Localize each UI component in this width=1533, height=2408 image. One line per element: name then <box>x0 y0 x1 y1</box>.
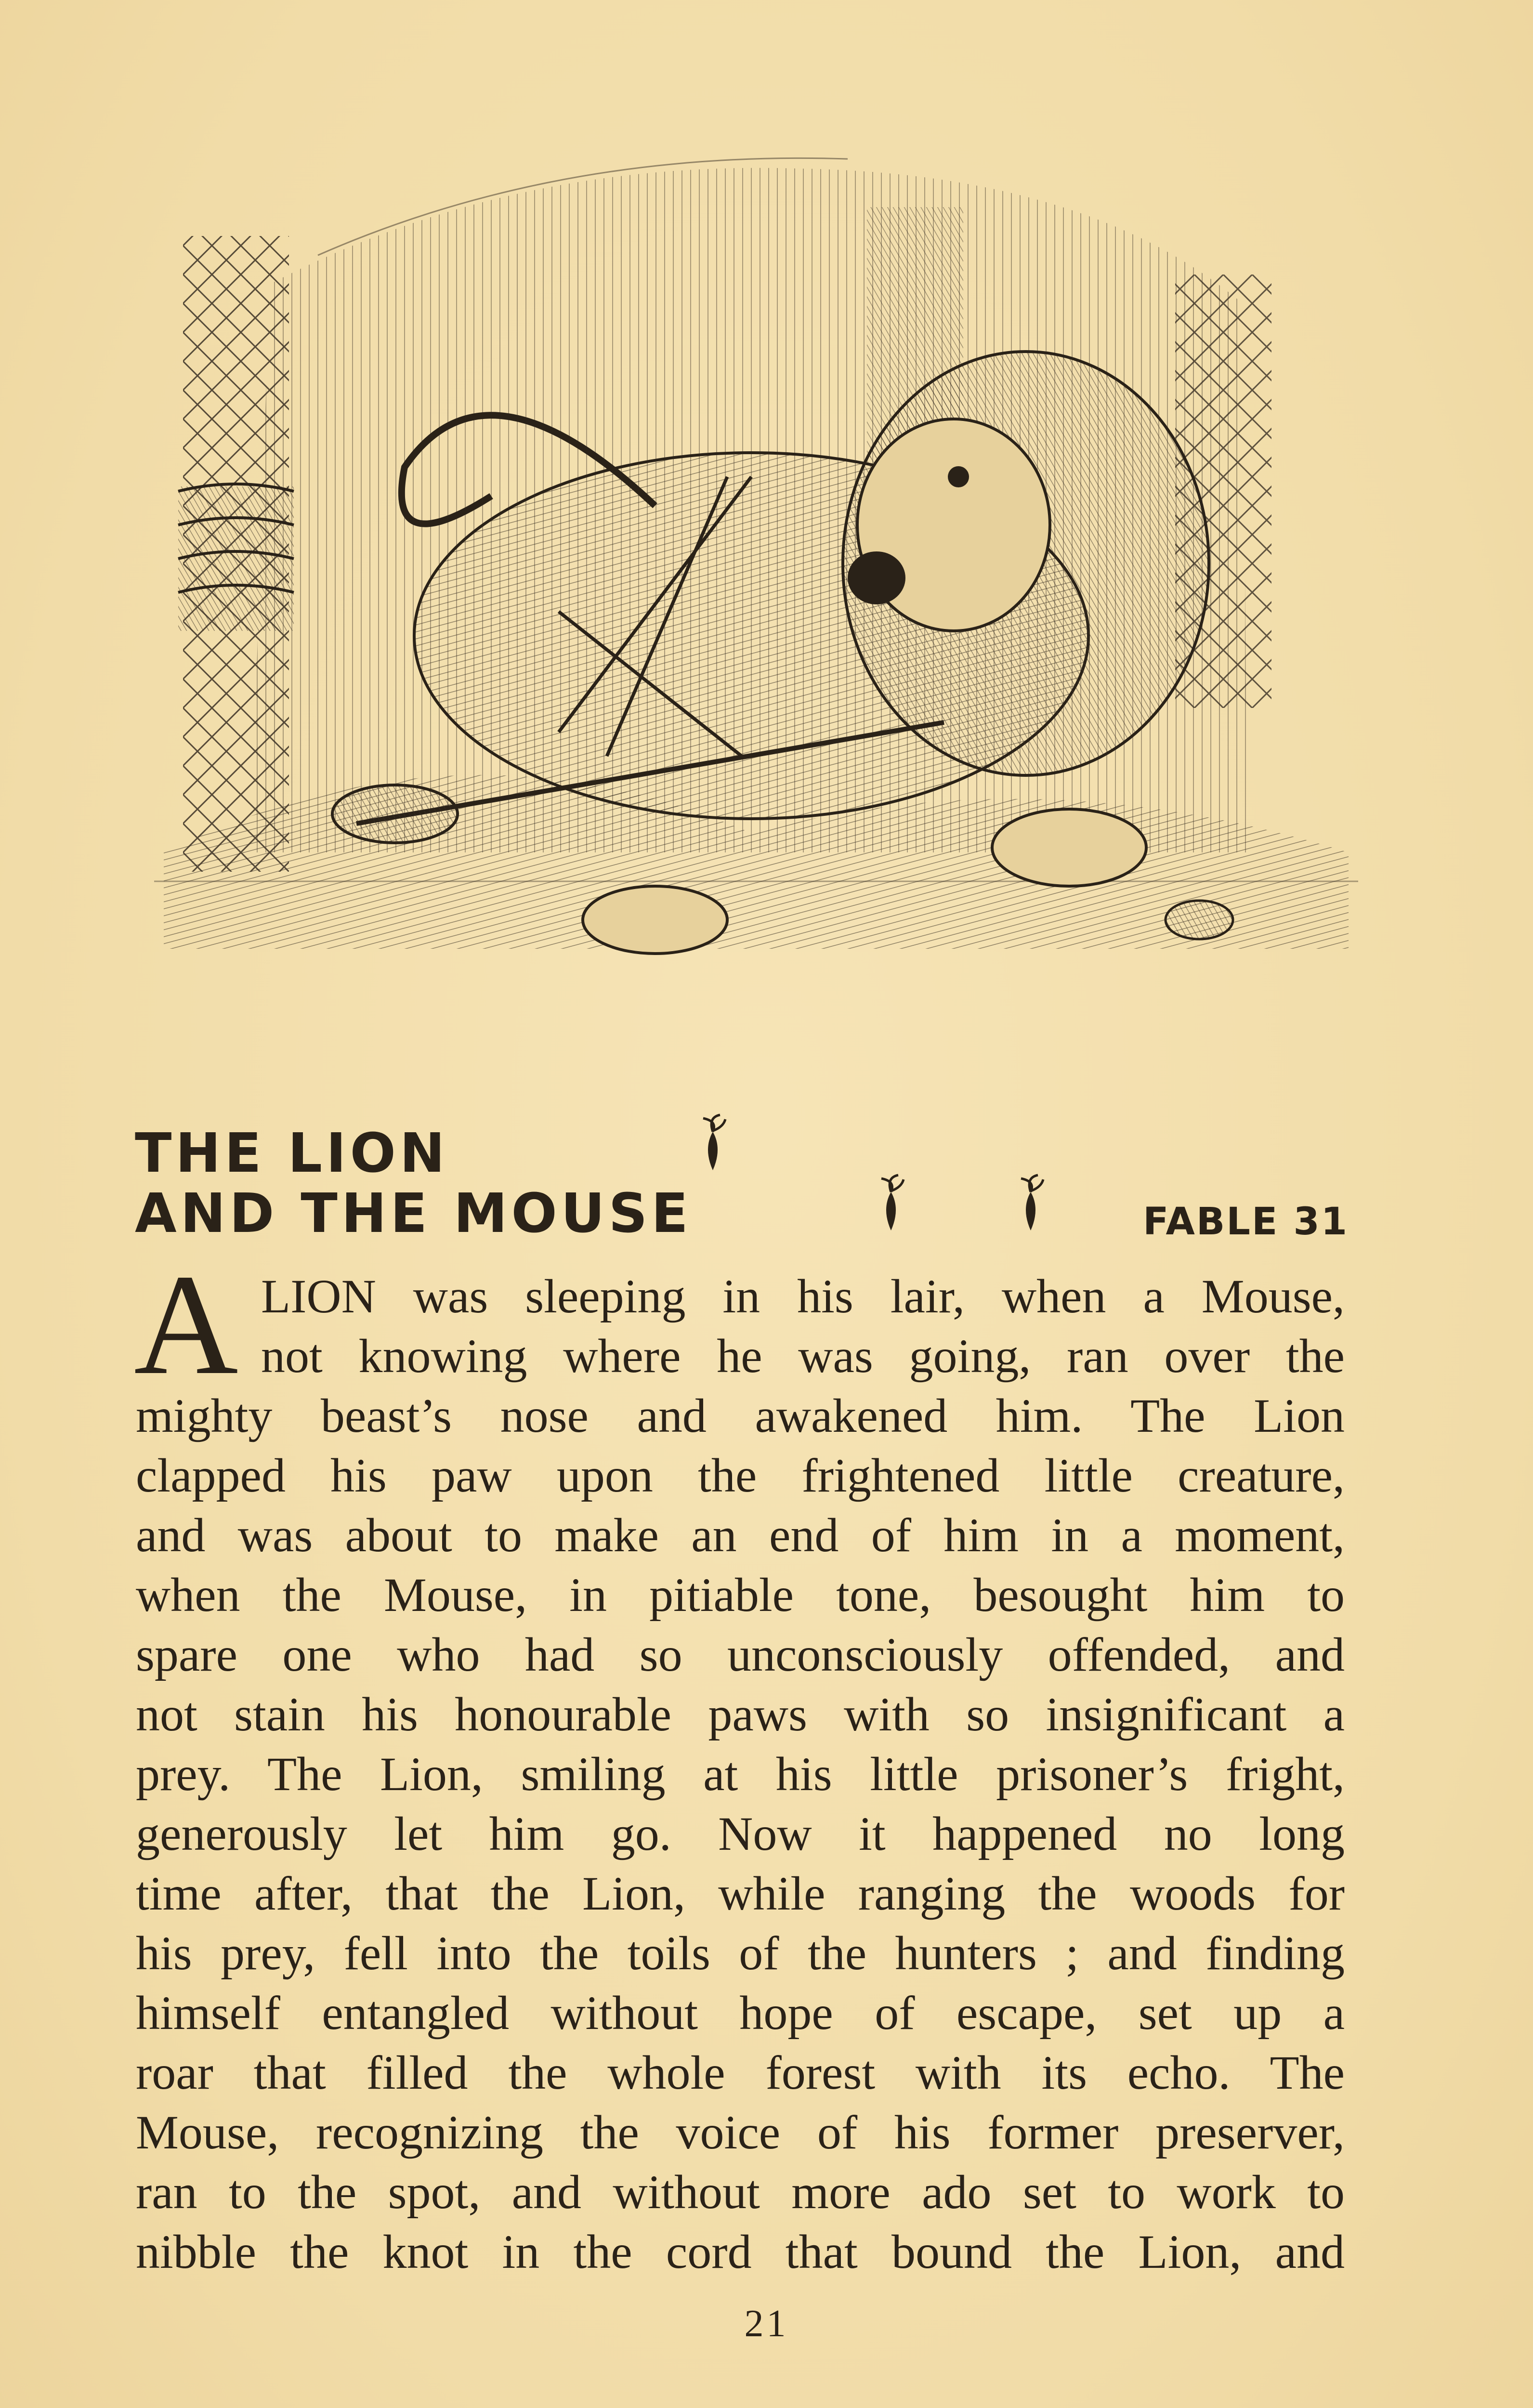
leaf-ornament-icon <box>694 1112 732 1175</box>
text-line: mighty beast’s nose and awakened him. The Lion <box>136 1389 1345 1442</box>
text-line: not stain his honourable paws with so insignificant a <box>136 1688 1345 1741</box>
fable-body <box>134 1244 1345 2283</box>
text-line: not knowing where he was going, ran over the <box>261 1329 1345 1383</box>
text-line: nibble the knot in the cord that bound the Lion, and <box>136 2225 1345 2278</box>
text-line: spare one who had so unconsciously offended, and <box>136 1628 1345 1681</box>
text-line: Mouse, recognizing the voice of his former preserver, <box>136 2106 1345 2159</box>
text-line: clapped his paw upon the frightened little creature, <box>136 1449 1345 1502</box>
text-line: LION was sleeping in his lair, when a Mouse, <box>261 1269 1345 1323</box>
text-line: prey. The Lion, smiling at his little prisoner’s fright, <box>136 1747 1345 1801</box>
drop-cap: A <box>134 1244 238 1404</box>
leaf-ornament-icon <box>872 1173 910 1235</box>
lion-caught-in-net-icon <box>125 130 1368 1055</box>
fable-illustration <box>125 130 1368 1055</box>
fable-header <box>135 1112 1349 1257</box>
text-line: time after, that the Lion, while ranging the woods for <box>136 1867 1345 1920</box>
title-line-1: THE LION <box>135 1122 449 1185</box>
fable-number: FABLE 31 <box>1143 1200 1349 1243</box>
text-line: himself entangled without hope of escape, set up a <box>136 1986 1345 2040</box>
text-line: roar that filled the whole forest with its echo. The <box>136 2046 1345 2099</box>
text-line: and was about to make an end of him in a moment, <box>136 1508 1345 1562</box>
page-number: 21 <box>744 2303 789 2345</box>
text-line: generously let him go. Now it happened no long <box>136 1807 1345 1860</box>
text-line: ran to the spot, and without more ado set to work to <box>136 2165 1345 2219</box>
title-line-2: AND THE MOUSE <box>135 1182 692 1245</box>
text-line: his prey, fell into the toils of the hunters ; and finding <box>136 1926 1345 1980</box>
leaf-ornament-icon <box>1011 1173 1050 1235</box>
text-line: when the Mouse, in pitiable tone, besought him to <box>136 1568 1345 1622</box>
